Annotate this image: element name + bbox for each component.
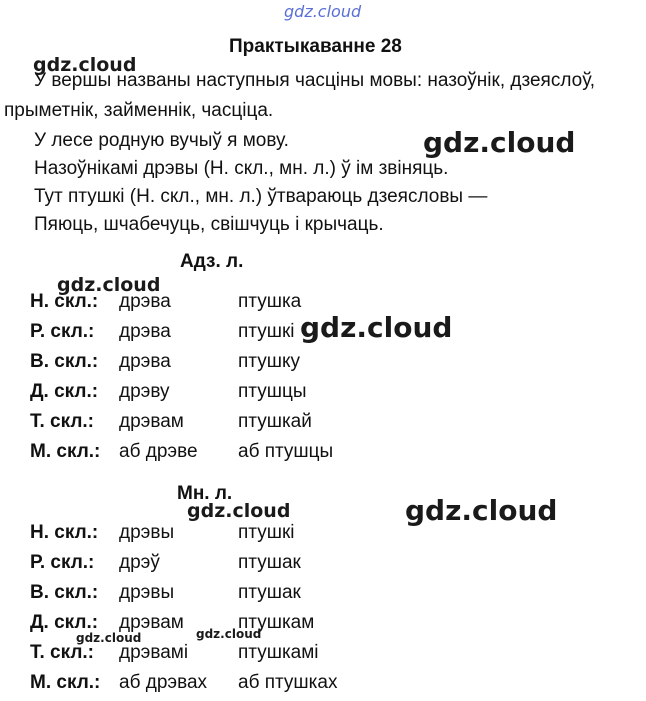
plural-case-label: Р. скл.: (30, 552, 95, 573)
singular-case-label: В. скл.: (30, 351, 99, 372)
plural-case-label: Н. скл.: (30, 522, 99, 543)
plural-tree-form: дрэвы (119, 522, 175, 543)
plural-bird-form: птушкі (238, 522, 295, 543)
singular-bird-form: птушкі (238, 321, 295, 342)
singular-tree-form: дрэву (119, 381, 170, 402)
watermark-5: gdz.cloud (187, 500, 291, 522)
singular-bird-form: птушку (238, 351, 300, 372)
page-title: Практыкаванне 28 (229, 36, 402, 57)
poem-line-4: Пяюць, шчабечуць, свішчуць і крычаць. (34, 214, 384, 235)
intro-line-2: прыметнік, займеннік, часціца. (4, 100, 274, 121)
plural-case-label: В. скл.: (30, 582, 99, 603)
plural-tree-form: аб дрэвах (119, 672, 208, 693)
plural-case-label: М. скл.: (30, 672, 101, 693)
plural-bird-form: аб птушках (238, 672, 338, 693)
singular-case-label: Д. скл.: (30, 381, 99, 402)
plural-case-label: Д. скл.: (30, 612, 99, 633)
plural-bird-form: птушкам (238, 612, 315, 633)
singular-tree-form: дрэва (119, 351, 171, 372)
singular-bird-form: птушка (238, 291, 302, 312)
singular-bird-form: аб птушцы (238, 441, 334, 462)
poem-line-2: Назоўнікамі дрэвы (Н. скл., мн. л.) ў ім звіняць. (34, 158, 449, 179)
poem-line-1: У лесе родную вучыў я мову. (34, 130, 289, 151)
watermark-8: gdz.cloud (196, 627, 262, 641)
plural-tree-form: дрэў (119, 552, 160, 573)
watermark-4: gdz.cloud (300, 311, 453, 344)
plural-bird-form: птушак (238, 552, 301, 573)
singular-heading: Адз. л. (180, 251, 244, 272)
watermark-6: gdz.cloud (405, 494, 558, 527)
poem-line-3: Тут птушкі (Н. скл., мн. л.) ўтвараюць дзеясловы — (34, 186, 488, 207)
singular-case-label: Н. скл.: (30, 291, 99, 312)
singular-tree-form: дрэвам (119, 411, 184, 432)
singular-bird-form: птушкай (238, 411, 312, 432)
plural-tree-form: дрэвамі (119, 642, 189, 663)
plural-bird-form: птушак (238, 582, 301, 603)
plural-heading: Мн. л. (177, 483, 233, 504)
singular-bird-form: птушцы (238, 381, 307, 402)
singular-case-label: Т. скл.: (30, 411, 95, 432)
watermark-2: gdz.cloud (423, 126, 576, 159)
watermark-top: gdz.cloud (284, 2, 362, 21)
singular-case-label: М. скл.: (30, 441, 101, 462)
singular-tree-form: дрэва (119, 321, 171, 342)
singular-tree-form: дрэва (119, 291, 171, 312)
singular-tree-form: аб дрэве (119, 441, 198, 462)
plural-tree-form: дрэвы (119, 582, 175, 603)
watermark-1: gdz.cloud (33, 54, 137, 76)
intro-line-1: У вершы названы наступныя часціны мовы: назоўнік, дзеяслоў, (34, 70, 596, 91)
watermark-3: gdz.cloud (57, 274, 161, 296)
watermark-7: gdz.cloud (76, 631, 142, 645)
plural-case-label: Т. скл.: (30, 642, 95, 663)
plural-tree-form: дрэвам (119, 612, 184, 633)
plural-bird-form: птушкамі (238, 642, 319, 663)
singular-case-label: Р. скл.: (30, 321, 95, 342)
